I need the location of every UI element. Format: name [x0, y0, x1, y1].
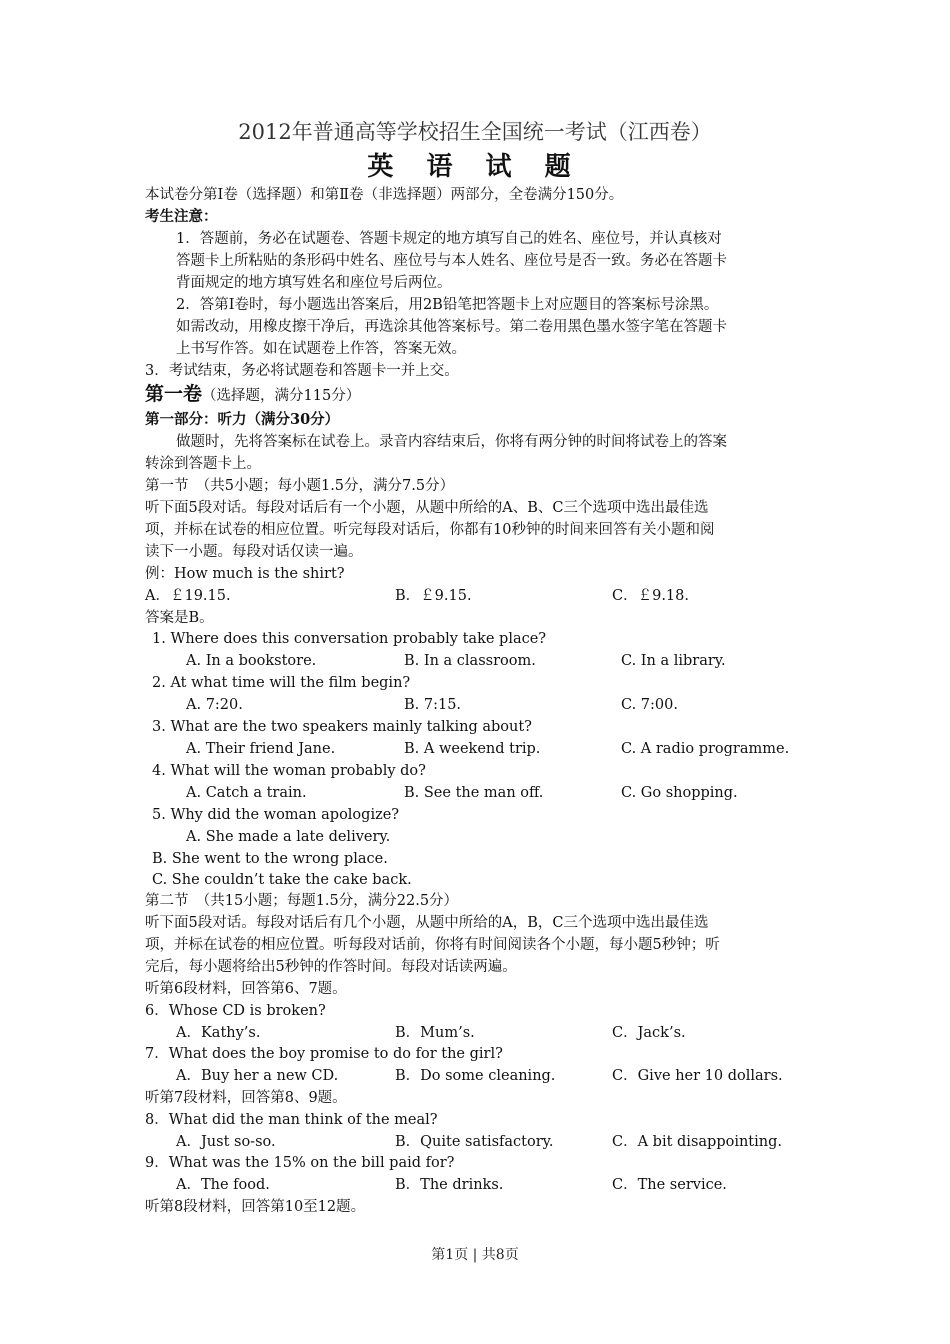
question-1-option-c: C. In a library. — [621, 653, 726, 669]
section-1-title: 第一节 （共5小题；每小题1.5分，满分7.5分） — [145, 478, 455, 494]
part-1-title: 第一部分：听力（满分30分） — [145, 411, 340, 428]
part-1-intro-line-1: 做题时，先将答案标在试卷上。录音内容结束后，你将有两分钟的时间将试卷上的答案 — [176, 434, 727, 450]
notice-2-line-2: 如需改动，用橡皮擦干净后，再选涂其他答案标号。第二卷用黑色墨水签字笔在答题卡 — [176, 319, 727, 335]
question-3: 3. What are the two speakers mainly talking about? — [152, 719, 532, 735]
question-9-option-b: B．The drinks. — [395, 1177, 504, 1193]
question-5-option-c: C. She couldn’t take the cake back. — [152, 872, 412, 888]
question-7-option-c: C．Give her 10 dollars. — [612, 1068, 783, 1084]
material-6-note: 听第6段材料，回答第6、7题。 — [145, 981, 347, 997]
question-2-option-a: A. 7:20. — [186, 697, 243, 713]
question-1-option-b: B. In a classroom. — [404, 653, 536, 669]
question-6-option-b: B．Mum’s. — [395, 1025, 475, 1041]
notice-1-line-1: 1．答题前，务必在试题卷、答题卡规定的地方填写自己的姓名、座位号，并认真核对 — [176, 231, 722, 247]
question-2: 2. At what time will the film begin? — [152, 675, 411, 691]
question-7: 7．What does the boy promise to do for the girl? — [145, 1046, 503, 1062]
question-9-option-a: A．The food. — [176, 1177, 270, 1193]
notice-1-line-2: 答题卡上所粘贴的条形码中姓名、座位号与本人姓名、座位号是否一致。务必在答题卡 — [176, 253, 727, 269]
notice-3: 3．考试结束，务必将试题卷和答题卡一并上交。 — [145, 363, 459, 379]
question-8-option-c: C．A bit disappointing. — [612, 1134, 782, 1150]
question-3-option-b: B. A weekend trip. — [404, 741, 541, 757]
exam-title: 2012年普通高等学校招生全国统一考试（江西卷） — [238, 120, 712, 144]
section-1-desc-line-1: 听下面5段对话。每段对话后有一个小题，从题中所给的A、B、C三个选项中选出最佳选 — [145, 500, 709, 516]
volume-1-heading — [145, 383, 360, 407]
question-5-option-b: B. She went to the wrong place. — [152, 851, 388, 867]
notice-2-line-1: 2．答第Ⅰ卷时，每小题选出答案后，用2B铅笔把答题卡上对应题目的答案标号涂黑。 — [176, 297, 719, 313]
section-2-desc-line-2: 项，并标在试卷的相应位置。听每段对话前，你将有时间阅读各个小题，每小题5秒钟；听 — [145, 937, 720, 953]
material-7-note: 听第7段材料，回答第8、9题。 — [145, 1090, 347, 1106]
intro-text: 本试卷分第Ⅰ卷（选择题）和第Ⅱ卷（非选择题）两部分，全卷满分150分。 — [145, 187, 624, 203]
example-option-c: C．￡9.18. — [612, 588, 689, 604]
question-3-option-a: A. Their friend Jane. — [186, 741, 336, 757]
question-4-option-a: A. Catch a train. — [186, 785, 307, 801]
question-6-option-c: C．Jack’s. — [612, 1025, 686, 1041]
example-option-b: B．￡9.15. — [395, 588, 472, 604]
question-9: 9．What was the 15% on the bill paid for? — [145, 1155, 455, 1171]
question-2-option-c: C. 7:00. — [621, 697, 678, 713]
question-1-option-a: A. In a bookstore. — [186, 653, 317, 669]
section-2-desc-line-3: 完后，每小题将给出5秒钟的作答时间。每段对话读两遍。 — [145, 959, 517, 975]
notice-1-line-3: 背面规定的地方填写姓名和座位号后两位。 — [176, 275, 452, 291]
notice-heading: 考生注意： — [145, 208, 218, 225]
material-8-note: 听第8段材料，回答第10至12题。 — [145, 1199, 366, 1215]
question-4-option-b: B. See the man off. — [404, 785, 544, 801]
question-5: 5. Why did the woman apologize? — [152, 807, 400, 823]
question-6: 6．Whose CD is broken? — [145, 1003, 326, 1019]
question-2-option-b: B. 7:15. — [404, 697, 462, 713]
section-2-desc-line-1: 听下面5段对话。每段对话后有几个小题，从题中所给的A，B，C三个选项中选出最佳选 — [145, 915, 709, 931]
notice-2-line-3: 上书写作答。如在试题卷上作答，答案无效。 — [176, 341, 466, 357]
exam-subject-title: 英 语 试 题 — [367, 152, 583, 182]
example-option-a: A．￡19.15. — [145, 588, 231, 604]
question-5-option-a: A. She made a late delivery. — [186, 829, 391, 845]
question-8-option-a: A．Just so-so. — [176, 1134, 276, 1150]
page-footer: 第1页 | 共8页 — [431, 1247, 519, 1263]
question-7-option-a: A．Buy her a new CD. — [176, 1068, 339, 1084]
part-1-intro-line-2: 转涂到答题卡上。 — [145, 456, 261, 472]
question-8: 8．What did the man think of the meal? — [145, 1112, 438, 1128]
question-7-option-b: B．Do some cleaning. — [395, 1068, 556, 1084]
question-1: 1. Where does this conversation probably take place? — [152, 631, 547, 647]
section-1-desc-line-3: 读下一小题。每段对话仅读一遍。 — [145, 544, 363, 560]
question-8-option-b: B．Quite satisfactory. — [395, 1134, 554, 1150]
question-4-option-c: C. Go shopping. — [621, 785, 738, 801]
volume-1-title: 第一卷 — [145, 383, 203, 405]
question-9-option-c: C．The service. — [612, 1177, 727, 1193]
section-2-title: 第二节 （共15小题；每题1.5分，满分22.5分） — [145, 893, 459, 909]
example-question: 例：How much is the shirt? — [145, 566, 345, 582]
section-1-desc-line-2: 项，并标在试卷的相应位置。听完每段对话后，你都有10秒钟的时间来回答有关小题和阅 — [145, 522, 715, 538]
example-answer: 答案是B。 — [145, 610, 214, 626]
volume-1-subtitle: （选择题，满分115分） — [202, 388, 361, 404]
question-3-option-c: C. A radio programme. — [621, 741, 790, 757]
question-6-option-a: A．Kathy’s. — [176, 1025, 261, 1041]
question-4: 4. What will the woman probably do? — [152, 763, 426, 779]
